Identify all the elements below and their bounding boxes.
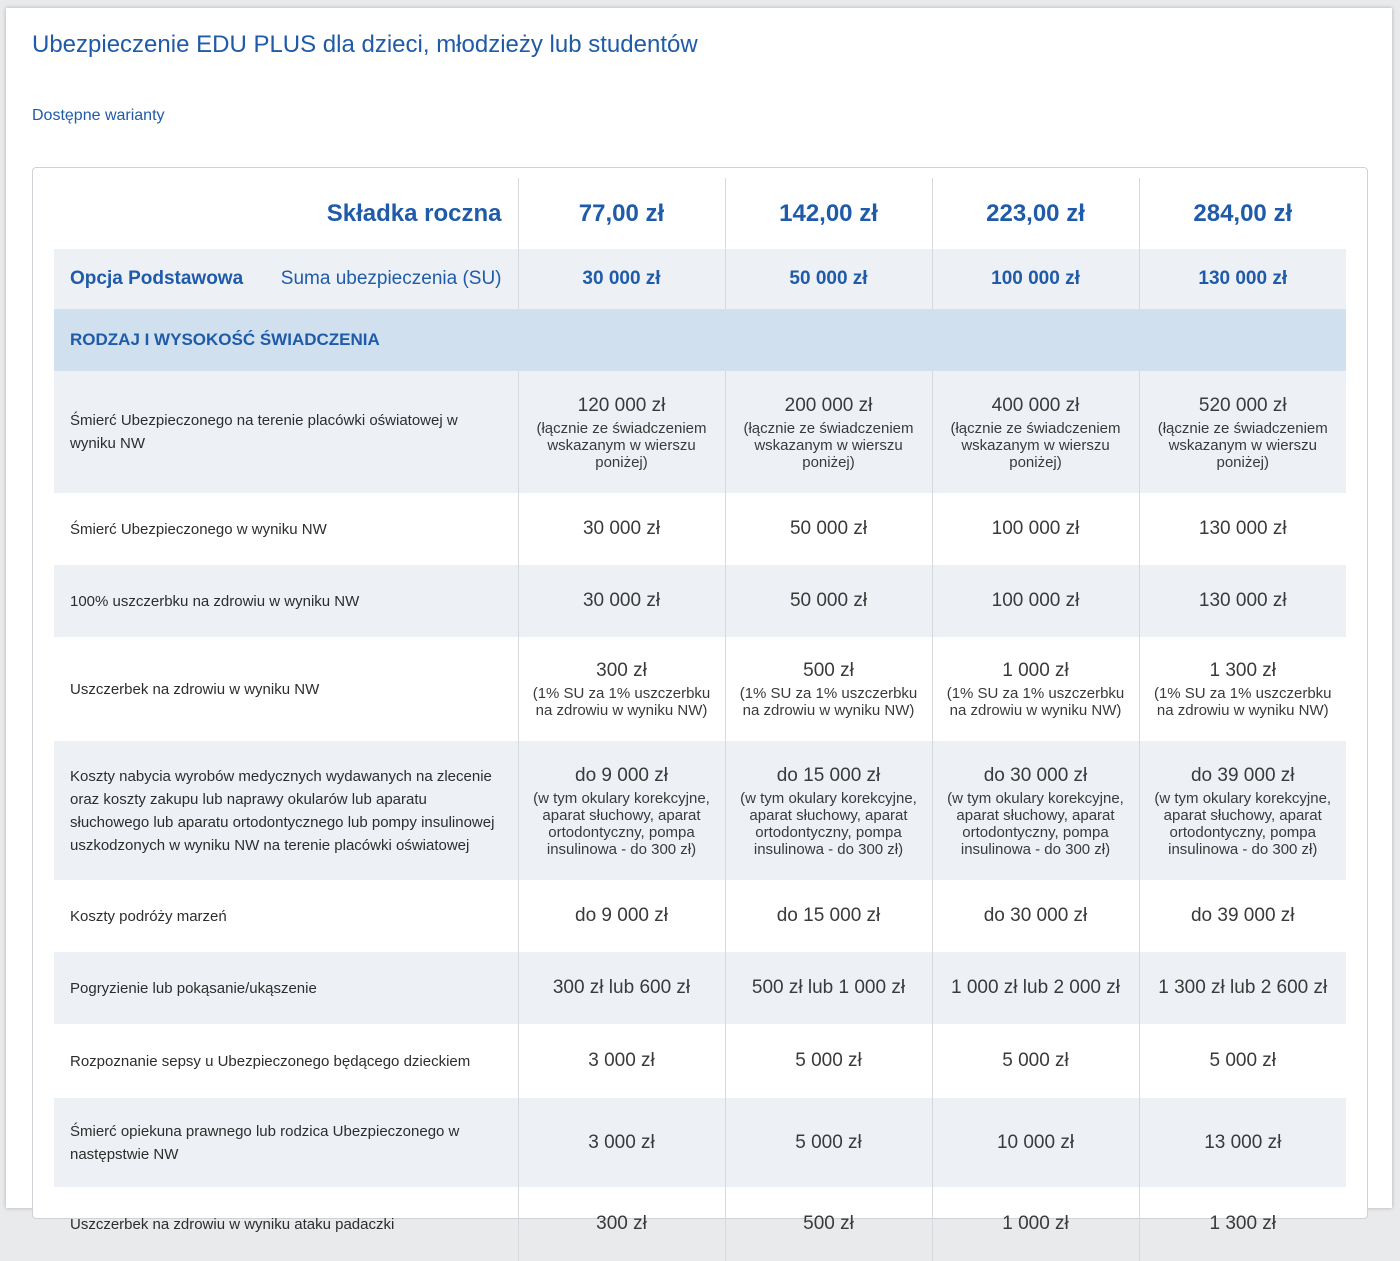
benefit-value-variant-4 bbox=[1139, 880, 1346, 952]
benefit-amount: 300 zł bbox=[596, 1213, 647, 1234]
basic-option-label: Opcja Podstawowa bbox=[70, 268, 244, 289]
benefit-row bbox=[54, 493, 1346, 565]
benefit-value-variant-3 bbox=[932, 637, 1139, 741]
annual-premium-row bbox=[54, 178, 1346, 249]
benefit-value-variant-1 bbox=[518, 880, 725, 952]
benefit-row bbox=[54, 1187, 1346, 1261]
benefit-amount: 300 zł bbox=[596, 660, 647, 681]
benefit-amount: do 15 000 zł bbox=[776, 764, 881, 786]
benefit-note: (w tym okulary korekcyjne, aparat słuchowy, aparat ortodontyczny, pompa insulinowa - do 300 zł) bbox=[740, 789, 917, 858]
available-variants-link[interactable]: Dostępne warianty bbox=[32, 107, 165, 124]
benefit-note: (łącznie ze świadczeniem wskazanym w wierszu poniżej) bbox=[743, 419, 914, 471]
benefit-row bbox=[54, 741, 1346, 880]
benefit-label: Pogryzienie lub pokąsanie/ukąszenie bbox=[54, 952, 518, 1024]
benefit-value-variant-3 bbox=[932, 371, 1139, 493]
content-card bbox=[6, 8, 1392, 1234]
benefit-amount: do 39 000 zł bbox=[1190, 764, 1295, 786]
benefit-row bbox=[54, 565, 1346, 637]
benefit-amount: 500 zł bbox=[803, 660, 854, 681]
sum-insured-variant-3: 100 000 zł bbox=[932, 249, 1139, 309]
benefit-amount: 1 000 zł bbox=[1002, 660, 1069, 681]
benefit-label: Rozpoznanie sepsy u Ubezpieczonego będącego dzieckiem bbox=[70, 1052, 471, 1070]
benefit-amount: 10 000 zł bbox=[996, 1131, 1075, 1153]
benefit-label: Uszczerbek na zdrowiu w wyniku ataku padaczki bbox=[70, 1215, 395, 1233]
benefit-value-variant-2 bbox=[725, 493, 932, 565]
page-title: Ubezpieczenie EDU PLUS dla dzieci, młodzieży lub studentów bbox=[32, 31, 698, 58]
benefit-amount: 1 000 zł lub 2 000 zł bbox=[950, 977, 1120, 998]
benefit-amount: 1 000 zł bbox=[1002, 1213, 1069, 1234]
benefit-note: (w tym okulary korekcyjne, aparat słuchowy, aparat ortodontyczny, pompa insulinowa - do 300 zł) bbox=[947, 789, 1124, 858]
benefit-amount: 30 000 zł bbox=[582, 518, 661, 539]
benefit-amount: 100 000 zł bbox=[991, 590, 1080, 611]
benefit-value-variant-3 bbox=[932, 880, 1139, 952]
benefit-amount: 5 000 zł bbox=[795, 1050, 862, 1071]
benefit-amount: 100 000 zł bbox=[991, 518, 1080, 539]
benefit-amount: 130 000 zł bbox=[1198, 590, 1287, 611]
benefit-amount: 500 zł lub 1 000 zł bbox=[751, 977, 906, 998]
benefit-note: (1% SU za 1% uszczerbku na zdrowiu w wyniku NW) bbox=[1153, 685, 1332, 719]
benefit-amount: 5 000 zł bbox=[1209, 1050, 1277, 1071]
benefit-value-variant-1 bbox=[518, 1024, 725, 1098]
benefit-amount: 3 000 zł bbox=[588, 1131, 655, 1153]
benefit-value-variant-1 bbox=[518, 741, 725, 880]
benefit-amount: do 30 000 zł bbox=[983, 764, 1088, 786]
sum-insured-variant-2: 50 000 zł bbox=[725, 249, 932, 309]
benefit-amount: 1 300 zł bbox=[1209, 1213, 1277, 1234]
benefit-label: 100% uszczerbku na zdrowiu w wyniku NW bbox=[54, 565, 518, 637]
benefit-value-variant-1 bbox=[518, 371, 725, 493]
benefit-row bbox=[54, 880, 1346, 952]
benefit-label: Koszty nabycia wyrobów medycznych wydawanych na zlecenie oraz koszty zakupu lub naprawy okularów lub aparatu słuchowego lub aparatu ortodontycznego lub pompy insulinowej uszkodzonych w wyniku NW na terenie placówki oświatowej bbox=[54, 741, 518, 880]
benefit-value-variant-4 bbox=[1139, 493, 1346, 565]
sum-insured-label: Suma ubezpieczenia (SU) bbox=[280, 268, 502, 289]
benefit-value-variant-2 bbox=[725, 637, 932, 741]
benefit-row bbox=[54, 952, 1346, 1024]
benefit-value-variant-3 bbox=[932, 1187, 1139, 1261]
benefit-value-variant-1 bbox=[518, 1187, 725, 1261]
benefit-note: (łącznie ze świadczeniem wskazanym w wierszu poniżej) bbox=[950, 419, 1121, 471]
benefit-value-variant-4 bbox=[1139, 952, 1346, 1024]
benefit-amount: 400 000 zł bbox=[991, 394, 1080, 416]
basic-option-cell bbox=[54, 249, 518, 309]
benefit-value-variant-2 bbox=[725, 371, 932, 493]
benefit-label: Uszczerbek na zdrowiu w wyniku NW bbox=[70, 680, 320, 698]
benefit-rows bbox=[54, 371, 1346, 1261]
benefit-value-variant-3 bbox=[932, 1024, 1139, 1098]
benefit-amount: 5 000 zł bbox=[1002, 1050, 1069, 1071]
plans-table-container bbox=[32, 167, 1368, 1234]
benefit-value-variant-2 bbox=[725, 741, 932, 880]
benefit-note: (1% SU za 1% uszczerbku na zdrowiu w wyniku NW) bbox=[739, 685, 918, 719]
benefits-section-row bbox=[54, 309, 1346, 371]
benefit-amount: 130 000 zł bbox=[1198, 518, 1287, 539]
benefit-value-variant-4 bbox=[1139, 565, 1346, 637]
benefit-amount: 30 000 zł bbox=[582, 590, 661, 611]
benefit-amount: 50 000 zł bbox=[789, 518, 868, 539]
plans-comparison-table bbox=[54, 178, 1346, 1261]
basic-option-row bbox=[54, 249, 1346, 309]
benefit-amount: do 39 000 zł bbox=[1190, 905, 1295, 926]
premium-variant-1: 77,00 zł bbox=[518, 178, 725, 249]
benefit-value-variant-3 bbox=[932, 741, 1139, 880]
premium-variant-4: 284,00 zł bbox=[1139, 178, 1346, 249]
benefit-value-variant-3 bbox=[932, 565, 1139, 637]
benefit-label: Koszty podróży marzeń bbox=[70, 907, 227, 925]
benefit-value-variant-4 bbox=[1139, 637, 1346, 741]
benefit-value-variant-2 bbox=[725, 952, 932, 1024]
benefit-value-variant-4 bbox=[1139, 1187, 1346, 1261]
benefit-label: Śmierć Ubezpieczonego w wyniku NW bbox=[70, 520, 327, 538]
benefit-value-variant-2 bbox=[725, 1187, 932, 1261]
benefit-value-variant-2 bbox=[725, 880, 932, 952]
benefits-section-heading: RODZAJ I WYSOKOŚĆ ŚWIADCZENIA bbox=[54, 309, 518, 371]
benefit-note: (łącznie ze świadczeniem wskazanym w wierszu poniżej) bbox=[1157, 419, 1328, 471]
benefit-amount: 1 300 zł lub 2 600 zł bbox=[1158, 977, 1328, 998]
benefit-row bbox=[54, 1024, 1346, 1098]
benefit-value-variant-3 bbox=[932, 493, 1139, 565]
benefit-value-variant-4 bbox=[1139, 1024, 1346, 1098]
sum-insured-variant-4: 130 000 zł bbox=[1139, 249, 1346, 309]
benefit-note: (1% SU za 1% uszczerbku na zdrowiu w wyniku NW) bbox=[532, 685, 711, 719]
benefit-amount: do 30 000 zł bbox=[983, 905, 1088, 926]
benefit-value-variant-3 bbox=[932, 952, 1139, 1024]
benefit-value-variant-2 bbox=[725, 1024, 932, 1098]
benefit-amount: do 15 000 zł bbox=[776, 905, 881, 926]
premium-variant-2: 142,00 zł bbox=[725, 178, 932, 249]
benefit-amount: 120 000 zł bbox=[577, 394, 666, 416]
benefit-value-variant-4 bbox=[1139, 741, 1346, 880]
annual-premium-label: Składka roczna bbox=[326, 199, 502, 227]
benefit-value-variant-2 bbox=[725, 565, 932, 637]
benefit-row bbox=[54, 371, 1346, 493]
benefit-amount: 500 zł bbox=[803, 1213, 854, 1234]
benefit-amount: 13 000 zł bbox=[1204, 1131, 1282, 1153]
benefit-amount: do 9 000 zł bbox=[575, 764, 668, 786]
benefit-value-variant-1 bbox=[518, 952, 725, 1024]
benefit-amount: 200 000 zł bbox=[784, 394, 873, 416]
benefit-note: (w tym okulary korekcyjne, aparat słuchowy, aparat ortodontyczny, pompa insulinowa - do 300 zł) bbox=[533, 789, 710, 858]
benefit-amount: 50 000 zł bbox=[789, 590, 868, 611]
benefit-amount: 1 300 zł bbox=[1209, 660, 1277, 681]
benefit-note: (1% SU za 1% uszczerbku na zdrowiu w wyniku NW) bbox=[946, 685, 1125, 719]
benefit-value-variant-4 bbox=[1139, 371, 1346, 493]
benefit-label: Śmierć opiekuna prawnego lub rodzica Ubezpieczonego w następstwie NW bbox=[54, 1098, 518, 1187]
premium-variant-3: 223,00 zł bbox=[932, 178, 1139, 249]
benefit-row bbox=[54, 637, 1346, 741]
benefit-amount: do 9 000 zł bbox=[575, 905, 668, 926]
benefit-amount: 3 000 zł bbox=[588, 1050, 655, 1071]
benefit-label: Śmierć Ubezpieczonego na terenie placówki oświatowej w wyniku NW bbox=[54, 371, 518, 493]
benefit-value-variant-1 bbox=[518, 493, 725, 565]
benefit-amount: 300 zł lub 600 zł bbox=[552, 977, 691, 998]
benefit-note: (w tym okulary korekcyjne, aparat słuchowy, aparat ortodontyczny, pompa insulinowa - do 300 zł) bbox=[1154, 789, 1332, 858]
benefit-value-variant-1 bbox=[518, 637, 725, 741]
benefit-note: (łącznie ze świadczeniem wskazanym w wierszu poniżej) bbox=[536, 419, 707, 471]
benefit-value-variant-1 bbox=[518, 565, 725, 637]
benefit-amount: 5 000 zł bbox=[795, 1131, 862, 1153]
benefit-amount: 520 000 zł bbox=[1198, 394, 1287, 416]
sum-insured-variant-1: 30 000 zł bbox=[518, 249, 725, 309]
